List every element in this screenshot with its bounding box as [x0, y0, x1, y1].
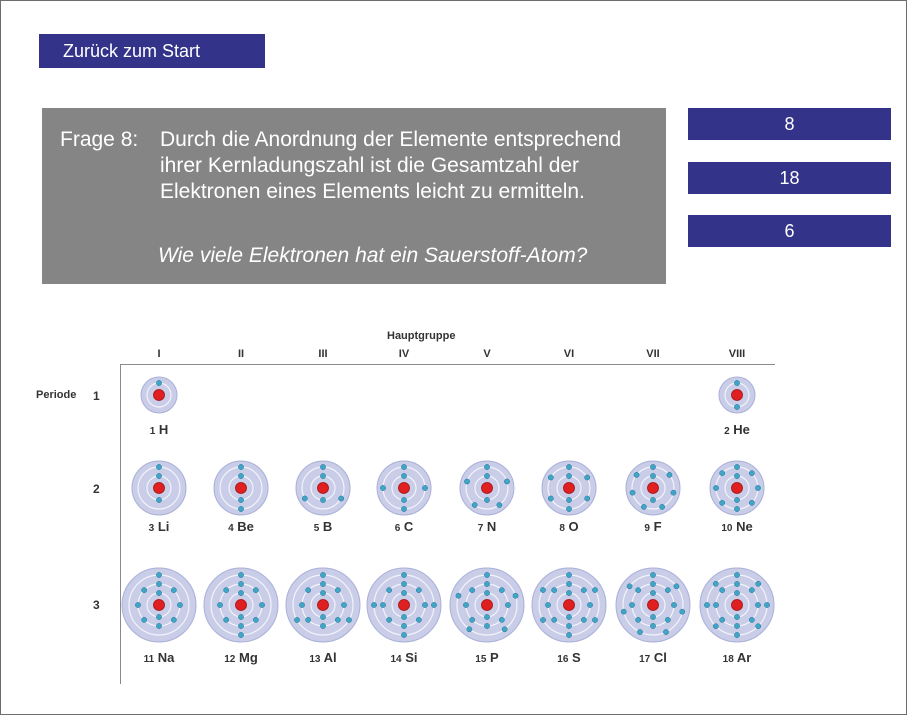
electron: [734, 614, 739, 619]
element-label-li: [124, 519, 194, 534]
electron: [387, 588, 392, 593]
atomic-number: 9: [644, 523, 650, 534]
electron: [401, 632, 406, 637]
electron: [238, 464, 243, 469]
nucleus: [318, 600, 329, 611]
electron: [566, 623, 571, 628]
electron: [592, 587, 597, 592]
electron: [566, 572, 571, 577]
electron: [755, 602, 760, 607]
element-symbol: F: [653, 519, 662, 534]
electron: [641, 504, 646, 509]
electron: [156, 581, 161, 586]
electron: [320, 581, 325, 586]
electron: [238, 623, 243, 628]
atomic-number: 1: [149, 426, 156, 437]
element-label-be: [206, 519, 276, 534]
electron: [734, 473, 739, 478]
electron: [401, 473, 406, 478]
electron: [177, 602, 182, 607]
electron: [339, 496, 344, 501]
nucleus: [154, 390, 165, 401]
electron: [320, 497, 325, 502]
electron: [671, 602, 676, 607]
atomic-number: 11: [143, 654, 155, 665]
nucleus: [648, 600, 659, 611]
element-label-b: [288, 519, 358, 534]
element-symbol: Na: [157, 650, 175, 665]
electron: [749, 617, 754, 622]
question-ask: Wie viele Elektronen hat ein Sauerstoff-Atom?: [158, 244, 588, 267]
electron: [380, 602, 385, 607]
electron: [320, 623, 325, 628]
electron: [238, 632, 243, 637]
electron: [665, 588, 670, 593]
electron: [734, 497, 739, 502]
electron: [667, 472, 672, 477]
element-symbol: H: [158, 422, 169, 437]
electron: [566, 590, 571, 595]
electron: [513, 593, 518, 598]
electron: [734, 623, 739, 628]
atom-model-o: [541, 460, 597, 516]
electron: [401, 614, 406, 619]
nucleus: [236, 600, 247, 611]
electron: [566, 473, 571, 478]
atomic-number: 4: [228, 523, 234, 534]
element-symbol: Si: [405, 650, 418, 665]
nucleus: [564, 600, 575, 611]
element-label-mg: [206, 650, 276, 665]
atom-model-ar: [699, 567, 775, 643]
electron: [566, 632, 571, 637]
electron: [548, 475, 553, 480]
element-label-al: [288, 650, 358, 665]
nucleus: [482, 483, 493, 494]
electron: [401, 497, 406, 502]
element-label-p: [452, 650, 522, 665]
electron: [135, 602, 140, 607]
electron: [238, 572, 243, 577]
element-label-na: [124, 650, 194, 665]
element-label-c: [369, 519, 439, 534]
nucleus: [236, 483, 247, 494]
electron: [484, 581, 489, 586]
electron: [566, 464, 571, 469]
element-symbol: Ne: [736, 519, 753, 534]
electron: [320, 572, 325, 577]
element-symbol: Ar: [736, 650, 752, 665]
electron: [755, 485, 760, 490]
nucleus: [318, 483, 329, 494]
element-label-o: [534, 519, 604, 534]
electron: [566, 506, 571, 511]
atomic-number: 3: [148, 523, 155, 534]
electron: [540, 617, 545, 622]
electron: [484, 473, 489, 478]
electron: [630, 490, 635, 495]
electron: [749, 588, 754, 593]
electron: [734, 572, 739, 577]
electron: [749, 500, 754, 505]
electron: [581, 617, 586, 622]
electron: [380, 485, 385, 490]
atom-model-b: [295, 460, 351, 516]
atom-model-f: [625, 460, 681, 516]
question-number: Frage 8:: [60, 128, 139, 151]
electron: [650, 497, 655, 502]
electron: [713, 581, 718, 586]
electron: [720, 588, 725, 593]
electron: [634, 472, 639, 477]
nucleus: [732, 483, 743, 494]
electron: [142, 617, 147, 622]
electron: [320, 590, 325, 595]
electron: [621, 609, 626, 614]
element-label-cl: [618, 650, 688, 665]
atomic-number: 13: [309, 654, 321, 665]
nucleus: [399, 483, 410, 494]
nucleus: [482, 600, 493, 611]
electron: [463, 602, 468, 607]
period-label-1: 1: [93, 389, 100, 403]
electron: [156, 497, 161, 502]
table-axis-horizontal: [120, 364, 775, 365]
electron: [674, 584, 679, 589]
electron: [764, 602, 769, 607]
electron: [156, 590, 161, 595]
electron: [704, 602, 709, 607]
electron: [720, 500, 725, 505]
atom-model-al: [285, 567, 361, 643]
electron: [253, 617, 258, 622]
element-label-ar: [702, 650, 772, 665]
electron: [665, 617, 670, 622]
electron: [416, 588, 421, 593]
electron: [253, 588, 258, 593]
element-symbol: S: [572, 650, 581, 665]
electron: [335, 588, 340, 593]
electron: [472, 502, 477, 507]
electron: [650, 590, 655, 595]
electron: [401, 464, 406, 469]
atom-model-h: [140, 376, 178, 414]
electron: [713, 485, 718, 490]
atom-model-be: [213, 460, 269, 516]
electron: [734, 590, 739, 595]
back-to-start-button[interactable]: Zurück zum Start: [39, 34, 265, 68]
electron: [224, 617, 229, 622]
electron: [671, 490, 676, 495]
element-symbol: O: [568, 519, 579, 534]
atom-model-n: [459, 460, 515, 516]
electron: [470, 617, 475, 622]
electron: [320, 473, 325, 478]
electron: [387, 617, 392, 622]
electron: [302, 496, 307, 501]
electron: [502, 627, 507, 632]
answer-button-3[interactable]: 6: [688, 215, 891, 247]
electron: [238, 590, 243, 595]
electron: [484, 464, 489, 469]
electron: [663, 629, 668, 634]
nucleus: [564, 483, 575, 494]
electron: [650, 572, 655, 577]
group-label-6: VI: [563, 348, 575, 360]
electron: [238, 497, 243, 502]
atom-model-p: [449, 567, 525, 643]
electron: [299, 602, 304, 607]
electron: [467, 627, 472, 632]
atomic-number: 16: [557, 654, 569, 665]
group-label-5: V: [483, 348, 491, 360]
electron: [566, 581, 571, 586]
group-label-4: IV: [398, 348, 410, 360]
atomic-number: 12: [224, 654, 236, 665]
group-label-8: VIII: [728, 348, 746, 360]
group-label-1: I: [157, 348, 161, 360]
atomic-number: 18: [722, 654, 734, 665]
electron: [734, 380, 739, 385]
electron: [484, 572, 489, 577]
electron: [566, 614, 571, 619]
atomic-number: 10: [721, 523, 733, 534]
nucleus: [648, 483, 659, 494]
electron: [156, 380, 161, 385]
electron: [505, 602, 510, 607]
atom-model-ne: [709, 460, 765, 516]
nucleus: [399, 600, 410, 611]
electron: [627, 584, 632, 589]
electron: [306, 588, 311, 593]
electron: [734, 464, 739, 469]
electron: [224, 588, 229, 593]
electron: [756, 581, 761, 586]
electron: [341, 602, 346, 607]
electron: [497, 502, 502, 507]
electron: [734, 632, 739, 637]
electron: [592, 617, 597, 622]
element-symbol: Cl: [653, 650, 667, 665]
element-symbol: Al: [323, 650, 337, 665]
electron: [540, 587, 545, 592]
electron: [171, 588, 176, 593]
electron: [401, 623, 406, 628]
electron: [587, 602, 592, 607]
element-label-n: [452, 519, 522, 534]
electron: [371, 602, 376, 607]
electron: [650, 623, 655, 628]
electron: [720, 617, 725, 622]
electron: [156, 623, 161, 628]
element-symbol: Mg: [238, 650, 258, 665]
atomic-number: 5: [313, 523, 320, 534]
element-label-s: [534, 650, 604, 665]
atomic-number: 14: [390, 654, 402, 665]
group-title: Hauptgruppe: [387, 330, 456, 342]
electron: [680, 609, 685, 614]
electron: [629, 602, 634, 607]
electron: [566, 497, 571, 502]
electron: [734, 404, 739, 409]
electron: [401, 572, 406, 577]
period-label-2: 2: [93, 482, 100, 496]
element-label-ne: [702, 519, 772, 534]
element-symbol: C: [403, 519, 414, 534]
answer-button-1[interactable]: 8: [688, 108, 891, 140]
period-label-3: 3: [93, 598, 100, 612]
electron: [484, 590, 489, 595]
electron: [320, 614, 325, 619]
electron: [552, 588, 557, 593]
question-panel: [42, 108, 666, 284]
period-title: Periode: [36, 389, 77, 401]
electron: [422, 485, 427, 490]
electron: [335, 617, 340, 622]
group-label-2: II: [237, 348, 245, 360]
atom-model-he: [718, 376, 756, 414]
electron: [401, 506, 406, 511]
element-label-he: [702, 422, 772, 437]
electron: [636, 588, 641, 593]
electron: [720, 471, 725, 476]
electron: [650, 614, 655, 619]
electron: [464, 479, 469, 484]
electron: [637, 629, 642, 634]
nucleus: [732, 600, 743, 611]
atomic-number: 2: [724, 426, 730, 437]
electron: [306, 617, 311, 622]
atomic-number: 7: [477, 523, 484, 534]
element-label-f: [618, 519, 688, 534]
electron: [713, 624, 718, 629]
electron: [294, 617, 299, 622]
electron: [238, 581, 243, 586]
group-label-3: III: [318, 348, 328, 360]
electron: [650, 473, 655, 478]
electron: [422, 602, 427, 607]
electron: [156, 614, 161, 619]
electron: [650, 464, 655, 469]
electron: [499, 617, 504, 622]
nucleus: [154, 600, 165, 611]
electron: [552, 617, 557, 622]
electron: [484, 497, 489, 502]
atomic-number: 17: [639, 654, 651, 665]
electron: [238, 614, 243, 619]
element-symbol: P: [490, 650, 499, 665]
answer-button-2[interactable]: 18: [688, 162, 891, 194]
atomic-number: 6: [394, 523, 401, 534]
element-symbol: He: [733, 422, 750, 437]
electron: [238, 506, 243, 511]
electron: [585, 475, 590, 480]
electron: [713, 602, 718, 607]
electron: [504, 479, 509, 484]
electron: [156, 473, 161, 478]
electron: [660, 504, 665, 509]
electron: [484, 623, 489, 628]
electron: [142, 588, 147, 593]
electron: [585, 496, 590, 501]
electron: [320, 464, 325, 469]
atom-model-c: [376, 460, 432, 516]
electron: [470, 588, 475, 593]
electron: [734, 506, 739, 511]
element-symbol: Li: [157, 519, 170, 534]
electron: [581, 588, 586, 593]
electron: [548, 496, 553, 501]
atom-model-cl: [615, 567, 691, 643]
atomic-number: 8: [559, 523, 565, 534]
electron: [156, 464, 161, 469]
electron: [499, 588, 504, 593]
element-label-si: [369, 650, 439, 665]
electron: [401, 581, 406, 586]
element-symbol: B: [322, 519, 333, 534]
atom-model-si: [366, 567, 442, 643]
element-symbol: Be: [237, 519, 254, 534]
atom-model-na: [121, 567, 197, 643]
electron: [346, 617, 351, 622]
nucleus: [732, 390, 743, 401]
electron: [431, 602, 436, 607]
electron: [171, 617, 176, 622]
atom-model-li: [131, 460, 187, 516]
element-label-h: [124, 422, 194, 437]
electron: [456, 593, 461, 598]
electron: [636, 617, 641, 622]
atomic-number: 15: [475, 654, 487, 665]
electron: [749, 471, 754, 476]
electron: [650, 581, 655, 586]
atom-model-mg: [203, 567, 279, 643]
electron: [156, 572, 161, 577]
electron: [401, 590, 406, 595]
electron: [545, 602, 550, 607]
element-symbol: N: [486, 519, 497, 534]
electron: [416, 617, 421, 622]
electron: [238, 473, 243, 478]
group-label-7: VII: [646, 348, 660, 360]
nucleus: [154, 483, 165, 494]
atom-model-s: [531, 567, 607, 643]
electron: [734, 581, 739, 586]
electron: [484, 614, 489, 619]
electron: [756, 624, 761, 629]
electron: [259, 602, 264, 607]
electron: [217, 602, 222, 607]
question-text: Durch die Anordnung der Elemente entsprechend ihrer Kernladungszahl ist die Gesamtzahl der Elektronen eines Elements leicht zu ermitteln.: [160, 128, 622, 203]
